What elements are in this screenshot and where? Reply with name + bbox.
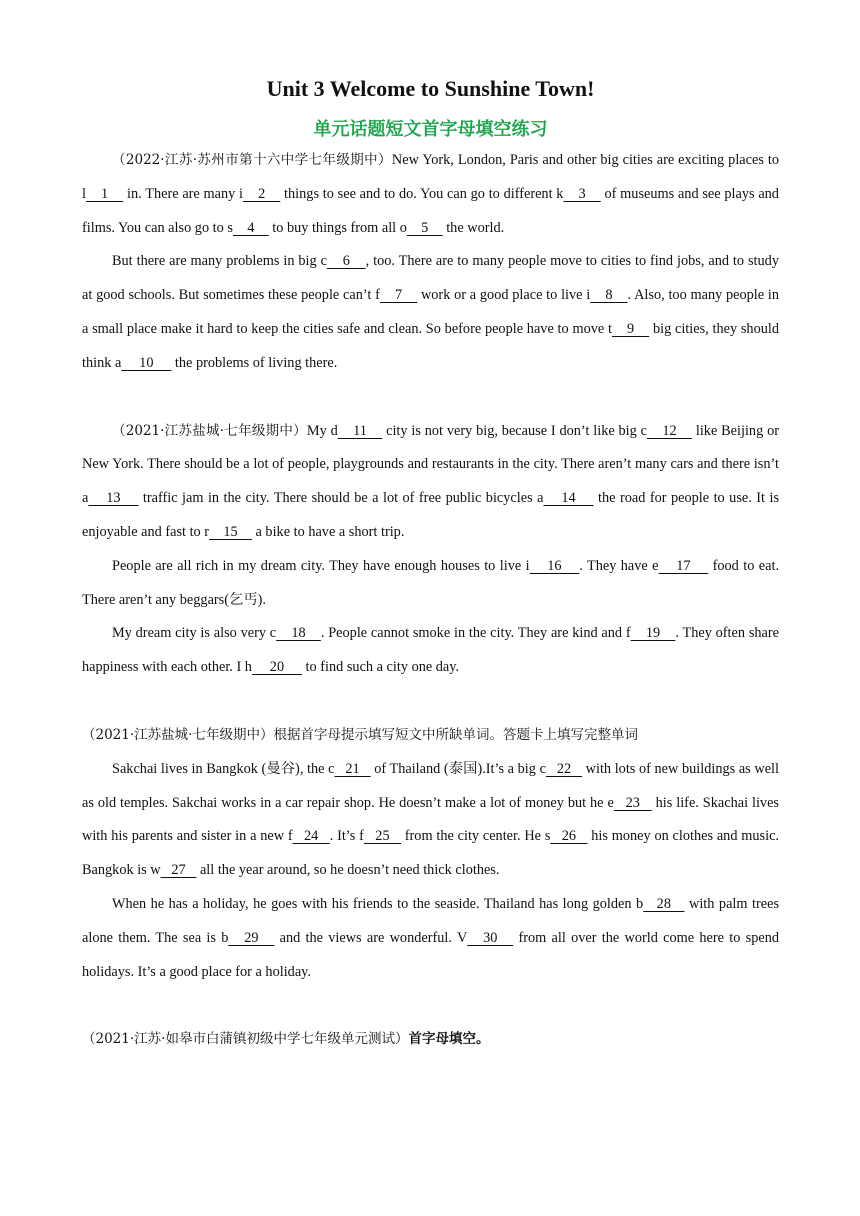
paragraph: When he has a holiday, he goes with his friends to the seaside. Thailand has long golden b 28 with palm trees alone them. The sea is b 29 and the views are wonderful. V 30 from all over the world come here to spend holidays. It’s a good place for a holiday. bbox=[82, 895, 780, 980]
answer-blank[interactable]: 27 bbox=[160, 862, 197, 879]
answer-blank[interactable]: 16 bbox=[529, 557, 580, 574]
paragraph: Sakchai lives in Bangkok (曼谷), the c 21 of Thailand (泰国).It’s a big c 22 with lots of new buildings as well as old temples. Sakchai works in a car repair shop. He doesn’t make a lot of money but he e 23 his life. Skachai lives with his parents and sister in a new f 24 . It’s f 25 from the city center. He s 26 his money on clothes and music. Bangkok is w 27 all the year around, so he doesn’t need thick clothes. bbox=[82, 760, 779, 879]
answer-blank[interactable]: 28 bbox=[643, 895, 685, 912]
answer-blank[interactable]: 6 bbox=[326, 253, 366, 270]
answer-blank[interactable]: 24 bbox=[292, 828, 330, 845]
passage bbox=[82, 719, 779, 989]
answer-blank[interactable]: 22 bbox=[545, 760, 583, 777]
answer-blank[interactable]: 23 bbox=[613, 794, 652, 811]
answer-blank[interactable]: 5 bbox=[406, 219, 443, 236]
paragraph: （2021·江苏盐城·七年级期中）My d 11 city is not very big, because I don’t like big c 12 like Beijing or New York. There should be a lot of people, playgrounds and restaurants in the city. There aren’t many cars and there isn’t a 13 traffic jam in the city. There should be a lot of free public bicycles a 14 the road for people to use. It is enjoyable and fast to r 15 a bike to have a short trip. bbox=[82, 422, 780, 540]
source-label: （2021·江苏·如皋市白蒲镇初级中学七年级单元测试） bbox=[82, 1031, 409, 1048]
answer-blank[interactable]: 13 bbox=[88, 490, 139, 507]
answer-blank[interactable]: 12 bbox=[646, 422, 693, 439]
answer-blank[interactable]: 18 bbox=[276, 625, 321, 642]
document-page bbox=[82, 72, 779, 1057]
answer-blank[interactable]: 20 bbox=[251, 659, 302, 676]
answer-blank[interactable]: 15 bbox=[209, 523, 252, 540]
passage-gap bbox=[82, 381, 779, 415]
paragraph: But there are many problems in big c 6 , too. There are to many people move to cities to find jobs, and to study at good schools. But sometimes these people can’t f 7 work or a good place to live i 8 . Also, too many people in a small place make it hard to keep the cities safe and clean. So before people have to move t 9 big cities, they should think a 10 the problems of living there. bbox=[82, 253, 780, 371]
source-label: （2021·江苏盐城·七年级期中） bbox=[112, 422, 307, 439]
answer-blank[interactable]: 30 bbox=[467, 929, 514, 946]
answer-blank[interactable]: 19 bbox=[630, 625, 676, 642]
paragraph: My dream city is also very c 18 . People cannot smoke in the city. They are kind and f 19 . They often share happiness with each other. I h 20 to find such a city one day. bbox=[82, 625, 779, 676]
answer-blank[interactable]: 3 bbox=[563, 185, 601, 202]
answer-blank[interactable]: 25 bbox=[363, 828, 401, 845]
paragraph: （2022·江苏·苏州市第十六中学七年级期中）New York, London, Paris and other big cities are exciting places to l 1 in. There are many i 2 things to see and to do. You can go to different k 3 of museums and see plays and films. You can also go to s 4 to buy things from all o 5 the world. bbox=[82, 152, 779, 236]
answer-blank[interactable]: 14 bbox=[543, 490, 594, 507]
paragraph bbox=[82, 719, 779, 753]
passage bbox=[82, 1023, 779, 1057]
page-subtitle: 单元话题短文首字母填空练习 bbox=[313, 119, 548, 140]
instruction-label: 首字母填空。 bbox=[408, 1031, 490, 1048]
answer-blank[interactable]: 8 bbox=[590, 287, 628, 304]
answer-blank[interactable]: 29 bbox=[228, 929, 275, 946]
source-label: （2022·江苏·苏州市第十六中学七年级期中） bbox=[112, 152, 392, 168]
answer-blank[interactable]: 21 bbox=[334, 760, 371, 777]
answer-blank[interactable]: 17 bbox=[658, 557, 709, 574]
answer-blank[interactable]: 11 bbox=[337, 422, 383, 439]
answer-blank[interactable]: 1 bbox=[85, 185, 124, 202]
passage-gap bbox=[82, 989, 779, 1023]
answer-blank[interactable]: 10 bbox=[121, 354, 172, 371]
passage-gap bbox=[82, 685, 779, 719]
page-title: Unit 3 Welcome to Sunshine Town! bbox=[266, 76, 595, 101]
paragraph bbox=[82, 1023, 779, 1057]
source-label: （2021·江苏盐城·七年级期中）根据首字母提示填写短文中所缺单词。答题卡上填写完整单词 bbox=[82, 726, 638, 743]
answer-blank[interactable]: 2 bbox=[243, 185, 281, 202]
passage bbox=[82, 144, 779, 381]
answer-blank[interactable]: 4 bbox=[232, 219, 269, 236]
passages-container bbox=[82, 144, 779, 1057]
paragraph: People are all rich in my dream city. They have enough houses to live i 16 . They have e 17 food to eat. There aren’t any beggars(乞丐). bbox=[82, 557, 780, 608]
answer-blank[interactable]: 26 bbox=[550, 828, 588, 845]
answer-blank[interactable]: 7 bbox=[379, 287, 418, 304]
passage bbox=[82, 415, 779, 685]
answer-blank[interactable]: 9 bbox=[611, 320, 650, 337]
